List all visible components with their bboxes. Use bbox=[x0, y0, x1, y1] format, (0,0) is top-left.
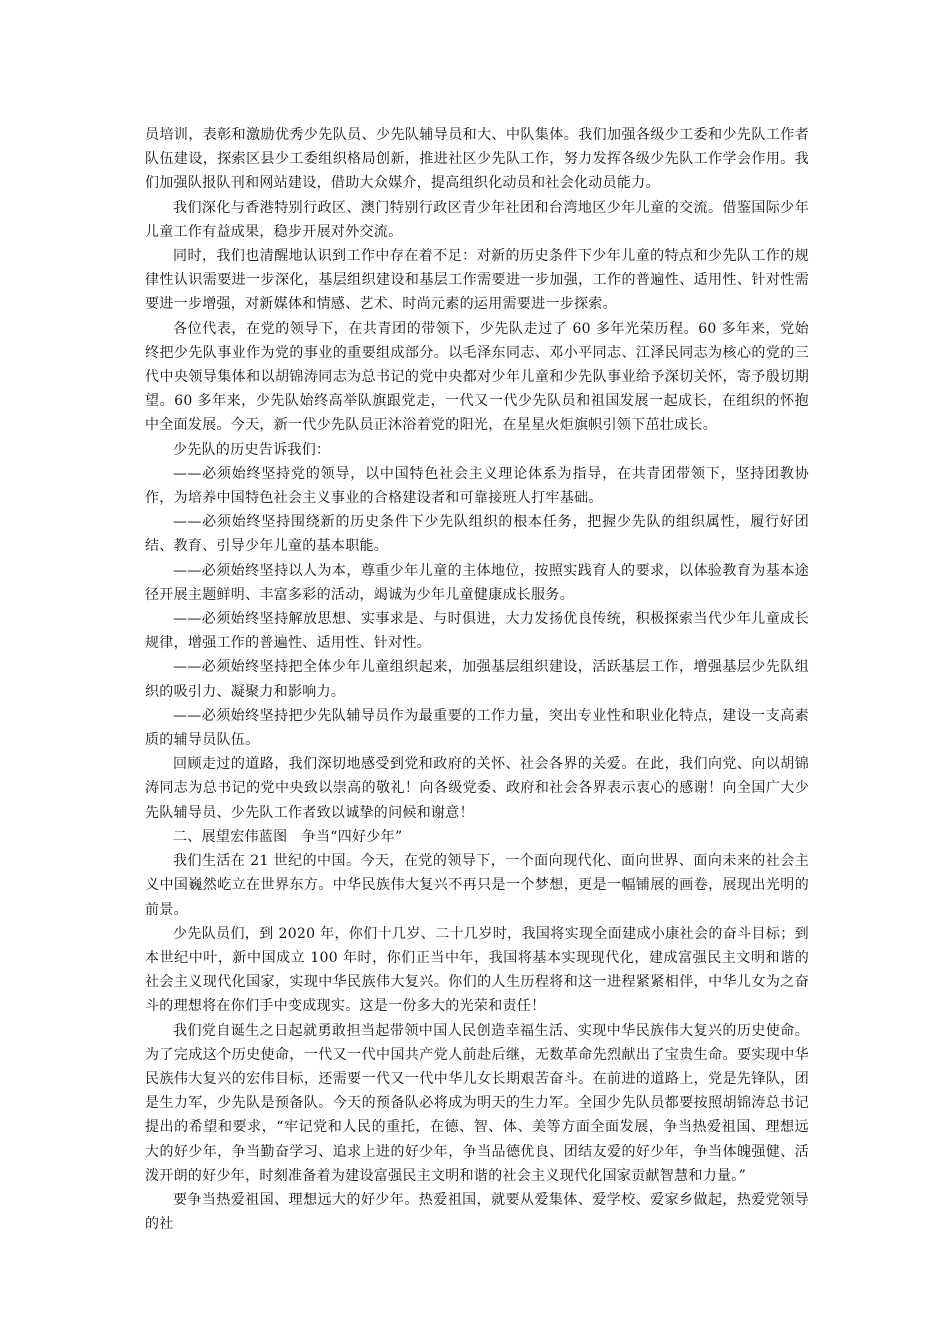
paragraph-17: 要争当热爱祖国、理想远大的好少年。热爱祖国，就要从爱集体、爱学校、爱家乡做起，热爱党领导的社 bbox=[145, 1191, 809, 1233]
paragraph-5: 少先队的历史告诉我们： bbox=[173, 441, 331, 458]
paragraph-6: ——必须始终坚持党的领导，以中国特色社会主义理论体系为指导，在共青团带领下，坚持团教协作，为培养中国特色社会主义事业的合格建设者和可靠接班人打牢基础。 bbox=[145, 465, 809, 507]
document-body bbox=[145, 123, 809, 1236]
paragraph-3: 同时，我们也清醒地认识到工作中存在着不足：对新的历史条件下少年儿童的特点和少先队工作的规律性认识需要进一步深化，基层组织建设和基层工作需要进一步加强，工作的普遍性、适用性、针对性需要进一步增强，对新媒体和情感、艺术、时尚元素的运用需要进一步探索。 bbox=[145, 248, 809, 313]
paragraph-14: 我们生活在 21 世纪的中国。今天，在党的领导下，一个面向现代化、面向世界、面向未来的社会主义中国巍然屹立在世界东方。中华民族伟大复兴不再只是一个梦想，更是一幅铺展的画卷，展现出光明的前景。 bbox=[145, 853, 809, 918]
paragraph-1: 员培训，表彰和激励优秀少先队员、少先队辅导员和大、中队集体。我们加强各级少工委和少先队工作者队伍建设，探索区县少工委组织格局创新，推进社区少先队工作，努力发挥各级少先队工作学会作用。我们加强队报队刊和网站建设，借助大众媒介，提高组织化动员和社会化动员能力。 bbox=[145, 127, 809, 192]
paragraph-7: ——必须始终坚持围绕新的历史条件下少先队组织的根本任务，把握少先队的组织属性，履行好团结、教育、引导少年儿童的基本职能。 bbox=[145, 514, 809, 555]
paragraph-16: 我们党自诞生之日起就勇敢担当起带领中国人民创造幸福生活、实现中华民族伟大复兴的历史使命。为了完成这个历史使命，一代又一代中国共产党人前赴后继，无数革命先烈献出了宝贵生命。要实现中华民族伟大复兴的宏伟目标，还需要一代又一代中华儿女长期艰苦奋斗。在前进的道路上，党是先锋队，团是生力军，少先队是预备队。今天的预备队必将成为明天的生力军。全国少先队员都要按照胡锦涛总书记提出的希望和要求，“牢记党和人民的重托，在德、智、体、美等方面全面发展，争当热爱祖国、理想远大的好少年，争当勤奋学习、追求上进的好少年，争当品德优良、团结友爱的好少年，争当体魄强健、活泼开朗的好少年，时刻准备着为建设富强民主文明和谐的社会主义现代化国家贡献智慧和力量。” bbox=[145, 1022, 809, 1184]
paragraph-10: ——必须始终坚持把全体少年儿童组织起来，加强基层组织建设，活跃基层工作，增强基层少先队组织的吸引力、凝聚力和影响力。 bbox=[145, 659, 809, 700]
paragraph-12: 回顾走过的道路，我们深切地感受到党和政府的关怀、社会各界的关爱。在此，我们向党、向以胡锦涛同志为总书记的党中央致以崇高的敬礼！向各级党委、政府和社会各界表示衷心的感谢！向全国广大少先队辅导员、少先队工作者致以诚挚的问候和谢意！ bbox=[145, 756, 809, 821]
paragraph-2: 我们深化与香港特别行政区、澳门特别行政区青少年社团和台湾地区少年儿童的交流。借鉴国际少年儿童工作有益成果，稳步开展对外交流。 bbox=[145, 199, 809, 240]
paragraph-15: 少先队员们，到 2020 年，你们十几岁、二十几岁时，我国将实现全面建成小康社会的奋斗目标；到本世纪中叶，新中国成立 100 年时，你们正当中年，我国将基本实现现代化，建成富强民主文明和谐的社会主义现代化国家，实现中华民族伟大复兴。你们的人生历程将和这一进程紧紧相伴，中华儿女为之奋斗的理想将在你们手中变成现实。这是一份多大的光荣和责任！ bbox=[145, 925, 809, 1015]
paragraph-8: ——必须始终坚持以人为本，尊重少年儿童的主体地位，按照实践育人的要求，以体验教育为基本途径开展主题鲜明、丰富多彩的活动，竭诚为少年儿童健康成长服务。 bbox=[145, 562, 809, 603]
paragraph-4: 各位代表，在党的领导下，在共青团的带领下，少先队走过了 60 多年光荣历程。60 多年来，党始终把少先队事业作为党的事业的重要组成部分。以毛泽东同志、邓小平同志、江泽民同志为核心的党的三代中央领导集体和以胡锦涛同志为总书记的党中央都对少年儿童和少先队事业给予深切关怀，寄予殷切期望。60 多年来，少先队始终高举队旗跟党走，一代又一代少先队员和祖国发展一起成长，在组织的怀抱中全面发展。今天，新一代少先队员正沐浴着党的阳光，在星星火炬旗帜引领下茁壮成长。 bbox=[145, 320, 809, 434]
section-heading: 二、展望宏伟蓝图 争当“四好少年” bbox=[173, 828, 403, 845]
paragraph-11: ——必须始终坚持把少先队辅导员作为最重要的工作力量，突出专业性和职业化特点，建设一支高素质的辅导员队伍。 bbox=[145, 707, 809, 749]
paragraph-9: ——必须始终坚持解放思想、实事求是、与时俱进，大力发扬优良传统，积极探索当代少年儿童成长规律，增强工作的普遍性、适用性、针对性。 bbox=[145, 611, 809, 652]
